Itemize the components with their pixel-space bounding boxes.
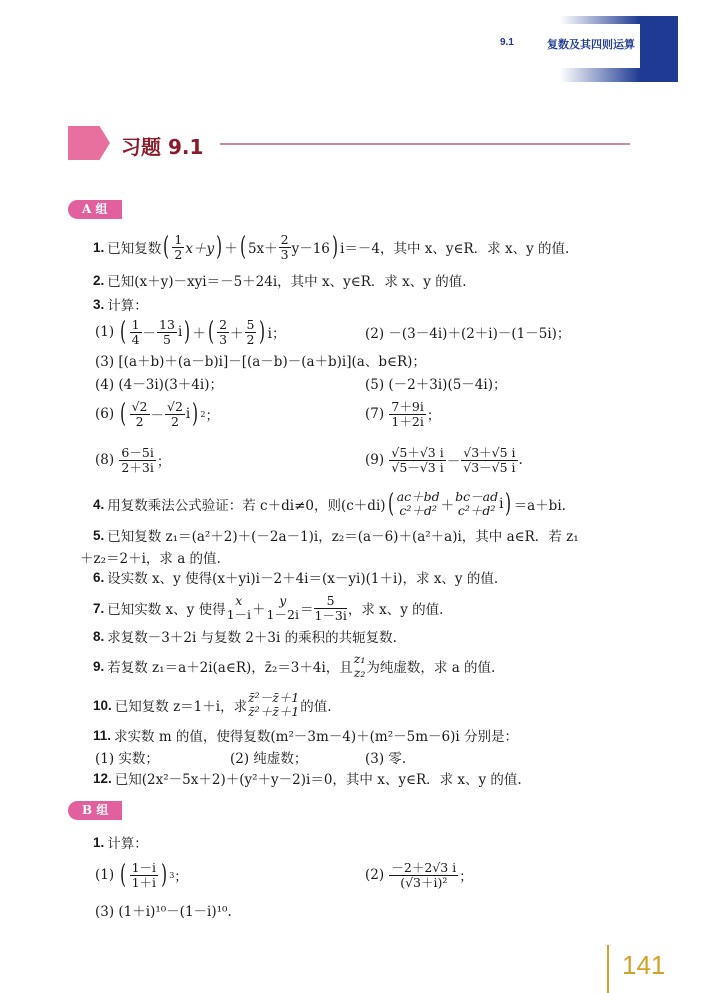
header-section-title: 复数及其四则运算 — [547, 38, 635, 51]
problem-a11: 11. 求实数 m 的值，使得复数(m²－3m－4)＋(m²－5m－6)i 分别是： — [93, 727, 518, 745]
problem-a3-7: (7) 7＋9i 1＋2i ； — [365, 398, 441, 429]
problem-a4: 4. 用复数乘法公式验证：若 c＋di≠0，则(c＋di) ( ac＋bd c²＋d² ＋ bc－ad c²＋d² i ) ＝a＋bi. — [93, 489, 566, 519]
problem-b1: 1. 计算： — [93, 834, 148, 852]
title-rule — [220, 143, 630, 145]
problem-a10: 10. 已知复数 z＝1＋i，求 z̄²－z̄＋1 z̄²＋z̄＋1 的值. — [93, 690, 332, 719]
problem-a11-2: (2) 纯虚数； — [230, 751, 308, 767]
problem-a6: 6. 设实数 x、y 使得(x＋yi)i－2＋4i＝(x－yi)(1＋i)，求 x、y 的值. — [93, 569, 499, 587]
group-a-badge: A 组 — [68, 200, 122, 219]
problem-a3-6: (6) ( √2 2 － √2 2 i ) 2 ； — [95, 398, 219, 429]
group-b-badge: B 组 — [68, 801, 122, 820]
problem-b1-1: (1) ( 1－i 1＋i ) 3 ； — [95, 859, 188, 890]
page-number: 141 — [622, 950, 666, 980]
header-gradient-bottom — [560, 68, 640, 82]
title-arrow-icon — [68, 126, 110, 160]
page-number-rule — [607, 945, 609, 993]
page-title: 习题 9.1 — [121, 135, 204, 159]
problem-a2: 2. 已知(x＋y)－xyi＝－5＋24i，其中 x、y∈R．求 x、y 的值. — [93, 272, 467, 290]
problem-b1-2: (2) －2＋2√3 i (√3＋i)² ； — [365, 859, 473, 890]
problem-a9: 9. 若复数 z₁＝a＋2i(a∈R)，z̄₂＝3＋4i，且 z₁ z₂ 为纯虚数，求 a 的值. — [93, 651, 496, 680]
problem-a3-4: (4) (4－3i)(3＋4i)； — [95, 377, 223, 393]
problem-a3: 3. 计算： — [93, 296, 148, 314]
problem-a7: 7. 已知实数 x、y 使得 x 1－i ＋ y 1－2i ＝ 5 1－3i ，求 x、y 的值. — [93, 592, 444, 623]
problem-a3-5: (5) (－2＋3i)(5－4i)； — [365, 377, 507, 393]
problem-a11-3: (3) 零. — [365, 751, 407, 767]
problem-a3-3: (3) [(a＋b)＋(a－b)i]－[(a－b)－(a＋b)i](a、b∈R)； — [95, 354, 426, 370]
header-blue-block — [640, 16, 678, 82]
problem-a11-1: (1) 实数； — [95, 751, 159, 767]
problem-a3-9: (9) √5＋√3 i √5－√3 i － √3＋√5 i √3－√5 i . — [365, 444, 523, 475]
header-section-number: 9.1 — [500, 37, 514, 48]
problem-a5: 5. 已知复数 z₁＝(a²＋2)＋(－2a－1)i，z₂＝(a－6)＋(a²＋a)i，其中 a∈R．若 z₁ — [93, 527, 579, 545]
problem-a12: 12. 已知(2x²－5x＋2)＋(y²＋y－2)i＝0，其中 x、y∈R．求 x、y 的值. — [93, 770, 522, 788]
problem-a8: 8. 求复数－3＋2i 与复数 2＋3i 的乘积的共轭复数. — [93, 628, 397, 646]
problem-a5-cont: ＋z₂＝2＋i，求 a 的值. — [80, 551, 221, 567]
problem-a3-2: (2) －(3－4i)＋(2＋i)－(1－5i)； — [365, 326, 571, 342]
problem-a1: 1. 已知复数 ( 1 2 x＋y ) ＋ ( 5x＋ 2 3 y－16 ) i＝－4，其中 x、y∈R．求 x、y 的值. — [93, 231, 570, 262]
problem-a3-8: (8) 6－5i 2＋3i ； — [95, 444, 171, 475]
header-gradient-top — [560, 16, 640, 24]
problem-b1-3: (3) (1＋i)¹⁰－(1－i)¹⁰. — [95, 904, 232, 920]
problem-a3-1: (1) ( 1 4 － 13 5 i ) ＋ ( 2 3 ＋ 5 2 ) i； — [95, 316, 286, 347]
